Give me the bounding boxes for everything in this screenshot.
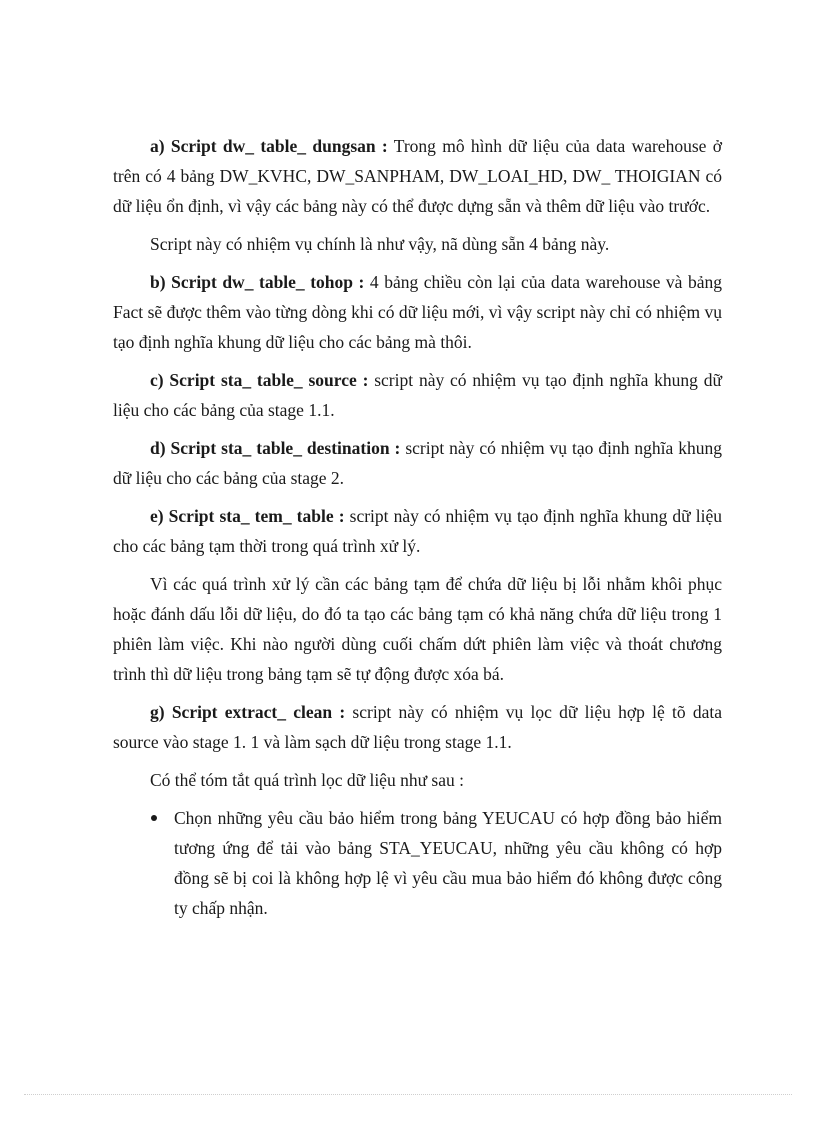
- paragraph-temp-tables-text: Vì các quá trình xử lý cần các bảng tạm để chứa dữ liệu bị lỗi nhằm khôi phục hoặc đánh dấu lỗi dữ liệu, do đó ta tạo các bảng tạm có khả năng chứa dữ liệu trong 1 phiên làm việc. Khi nào người dùng cuối chấm dứt phiên làm việc và thoát chương trình thì dữ liệu trong bảng tạm sẽ tự động được xóa bá.: [113, 574, 722, 684]
- footer-divider: [24, 1094, 792, 1095]
- paragraph-c-text: script này có nhiệm vụ tạo định nghĩa khung dữ liệu cho các bảng của stage 1.1.: [113, 370, 722, 420]
- document-page: [113, 131, 722, 923]
- paragraph-c: [113, 365, 722, 425]
- paragraph-e-label: e) Script sta_ tem_ table :: [150, 506, 345, 526]
- paragraph-a-label: a) Script dw_ table_ dungsan :: [150, 136, 388, 156]
- paragraph-d: [113, 433, 722, 493]
- paragraph-b-label: b) Script dw_ table_ tohop :: [150, 272, 365, 292]
- paragraph-a: [113, 131, 722, 221]
- paragraph-a-note: [113, 229, 722, 259]
- paragraph-g: [113, 697, 722, 757]
- bullet-dot-icon: [151, 815, 157, 821]
- paragraph-g-label: g) Script extract_ clean :: [150, 702, 346, 722]
- paragraph-summary-intro: [113, 765, 722, 795]
- paragraph-summary-intro-text: Có thể tóm tắt quá trình lọc dữ liệu như sau :: [150, 770, 464, 790]
- paragraph-a-note-text: Script này có nhiệm vụ chính là như vậy, nã dùng sẵn 4 bảng này.: [150, 234, 610, 254]
- paragraph-d-text: script này có nhiệm vụ tạo định nghĩa khung dữ liệu cho các bảng của stage 2.: [113, 438, 723, 488]
- paragraph-e: [113, 501, 722, 561]
- paragraph-b-text: 4 bảng chiều còn lại của data warehouse và bảng Fact sẽ được thêm vào từng dòng khi có dữ liệu mới, vì vậy script này chỉ có nhiệm vụ tạo định nghĩa khung dữ liệu cho các bảng mà thôi.: [113, 272, 723, 352]
- paragraph-d-label: d) Script sta_ table_ destination :: [150, 438, 401, 458]
- bullet-text: Chọn những yêu cầu bảo hiểm trong bảng YEUCAU có hợp đồng bảo hiểm tương ứng để tải vào bảng STA_YEUCAU, những yêu cầu không có hợp đồng sẽ bị coi là không hợp lệ vì yêu cầu mua bảo hiểm đó không được công ty chấp nhận.: [174, 808, 722, 918]
- paragraph-c-label: c) Script sta_ table_ source :: [150, 370, 369, 390]
- bullet-list: [113, 803, 722, 923]
- paragraph-b: [113, 267, 722, 357]
- paragraph-temp-tables: [113, 569, 722, 689]
- paragraph-g-text: script này có nhiệm vụ lọc dữ liệu hợp lệ tõ data source vào stage 1. 1 và làm sạch dữ liệu trong stage 1.1.: [113, 702, 723, 752]
- paragraph-a-text: Trong mô hình dữ liệu của data warehouse ở trên có 4 bảng DW_KVHC, DW_SANPHAM, DW_LOAI_HD, DW_ THOIGIAN có dữ liệu ổn định, vì vậy các bảng này có thể được dựng sẵn và thêm dữ liệu vào trước.: [113, 136, 722, 216]
- list-item: [113, 803, 722, 923]
- paragraph-e-text: script này có nhiệm vụ tạo định nghĩa khung dữ liệu cho các bảng tạm thời trong quá trình xử lý.: [113, 506, 722, 556]
